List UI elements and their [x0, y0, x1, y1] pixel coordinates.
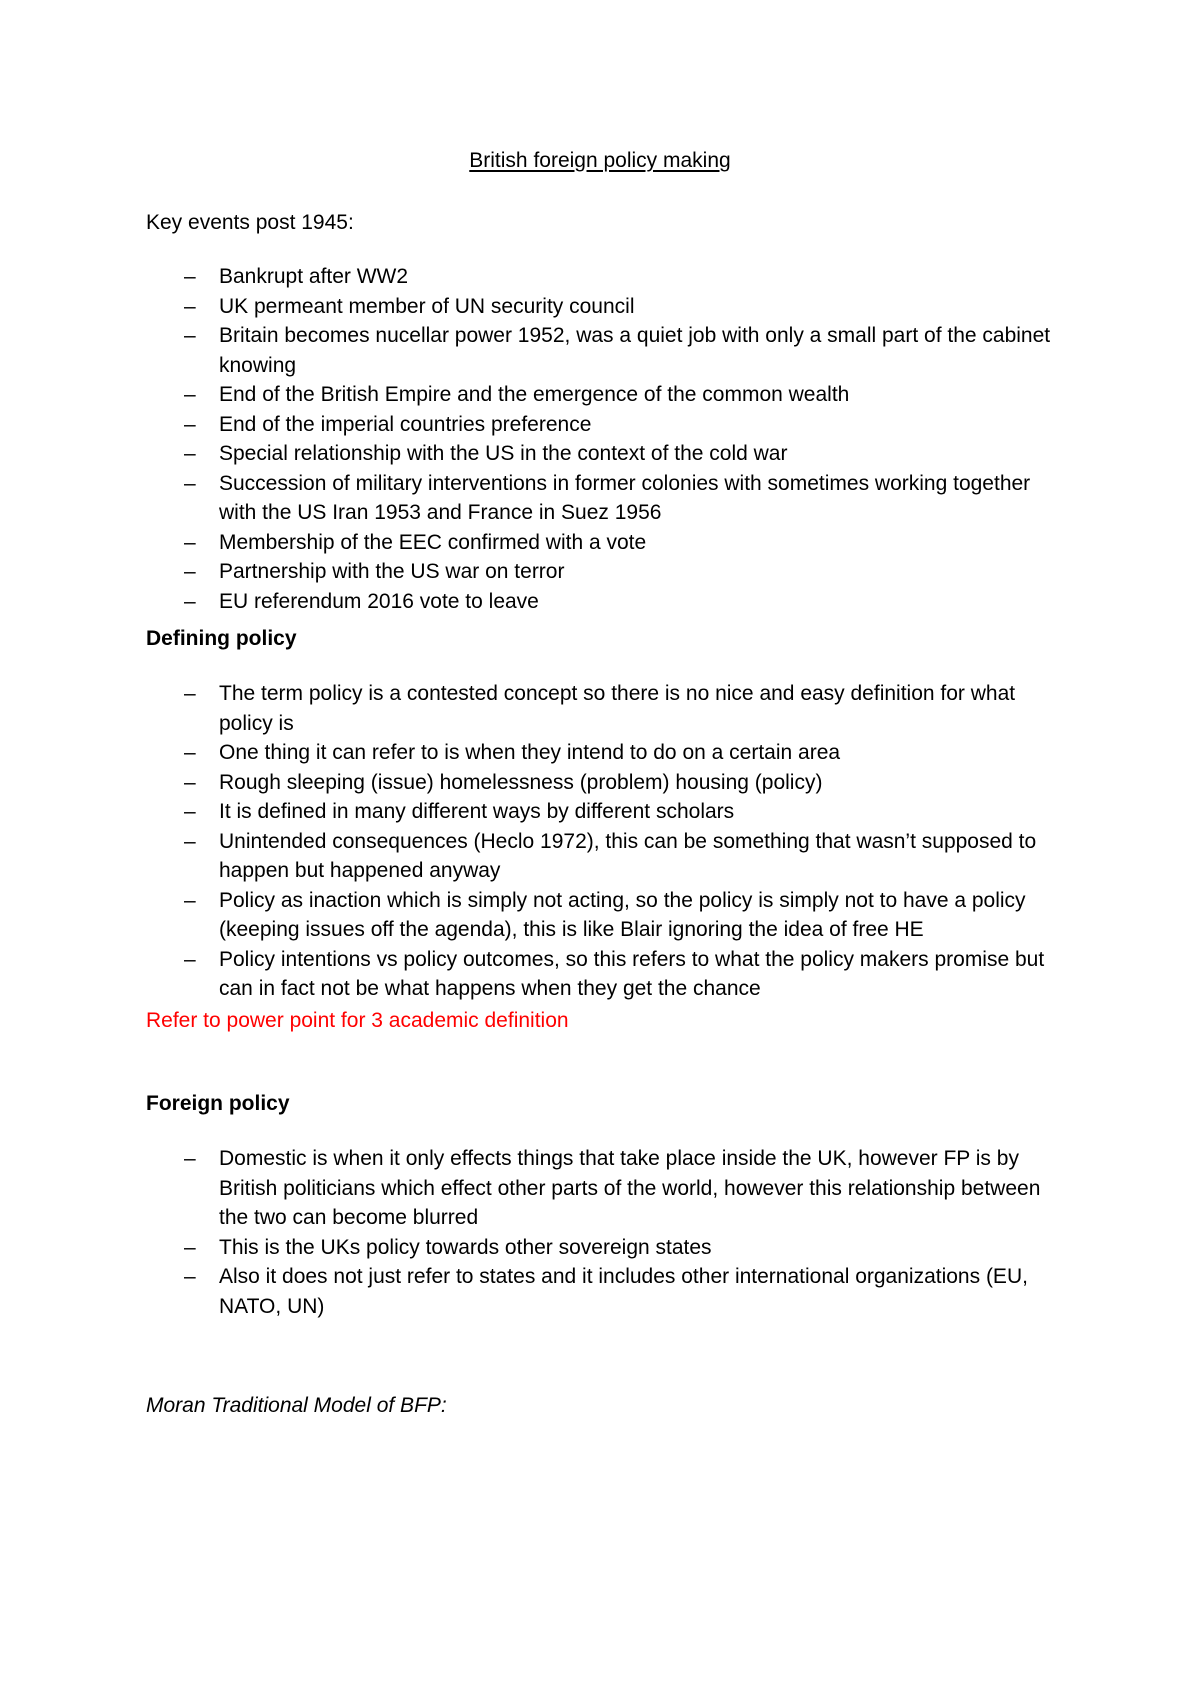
list-item	[0, 321, 1200, 380]
dash-bullet: –	[184, 530, 196, 554]
list-item-text: Rough sleeping (issue) homelessness (problem) housing (policy)	[219, 770, 823, 794]
dash-bullet: –	[184, 383, 196, 406]
list-item-text: Succession of military interventions in former colonies with sometimes working together with the US Iran 1953 and France in Suez 1956	[219, 471, 1031, 524]
dash-bullet: –	[184, 800, 196, 823]
list-item-text: This is the UKs policy towards other sovereign states	[219, 1235, 712, 1259]
list-item-text: Unintended consequences (Heclo 1972), this can be something that wasn’t supposed to happen but happened anyway	[219, 829, 1037, 882]
list-item	[0, 1262, 1200, 1321]
list-item	[0, 380, 1200, 410]
list-item-text: Britain becomes nucellar power 1952, was a quiet job with only a small part of the cabinet knowing	[219, 324, 1051, 377]
list-item	[0, 292, 1200, 322]
dash-bullet: –	[184, 770, 196, 794]
list-item	[0, 797, 1200, 827]
list-item-text: Membership of the EEC confirmed with a vote	[219, 530, 647, 554]
list-item	[0, 410, 1200, 440]
list-item	[0, 886, 1200, 945]
dash-bullet: –	[184, 294, 196, 318]
document-title: British foreign policy making	[469, 149, 731, 172]
dash-bullet: –	[184, 1147, 196, 1170]
list-item	[0, 738, 1200, 768]
moran-model-heading: Moran Traditional Model of BFP:	[146, 1394, 447, 1417]
list-item	[0, 439, 1200, 469]
key-events-list	[0, 262, 1200, 616]
list-item-text: Domestic is when it only effects things that take place inside the UK, however FP is by British politicians which effect other parts of the world, however this relationship between the two can become blurred	[219, 1147, 1041, 1229]
list-item	[0, 768, 1200, 798]
list-item	[0, 262, 1200, 292]
dash-bullet: –	[184, 947, 196, 971]
list-item-text: Policy intentions vs policy outcomes, so this refers to what the policy makers promise but can in fact not be what happens when they get the chance	[219, 947, 1045, 1000]
dash-bullet: –	[184, 741, 196, 764]
list-item-text: It is defined in many different ways by different scholars	[219, 800, 735, 823]
list-item	[0, 557, 1200, 587]
list-item-text: The term policy is a contested concept so there is no nice and easy definition for what policy is	[219, 682, 1016, 735]
list-item	[0, 945, 1200, 1004]
dash-bullet: –	[184, 1265, 196, 1288]
red-note: Refer to power point for 3 academic definition	[146, 1009, 569, 1032]
defining-policy-heading: Defining policy	[146, 627, 297, 650]
list-item-text: Policy as inaction which is simply not acting, so the policy is simply not to have a policy (keeping issues off the agenda), this is like Blair ignoring the idea of free HE	[219, 888, 1026, 941]
list-item-text: End of the imperial countries preference	[219, 412, 592, 436]
list-item-text: Special relationship with the US in the context of the cold war	[219, 442, 788, 465]
list-item	[0, 827, 1200, 886]
dash-bullet: –	[184, 265, 196, 288]
foreign-policy-list	[0, 1144, 1200, 1321]
dash-bullet: –	[184, 442, 196, 465]
dash-bullet: –	[184, 589, 196, 613]
list-item-text: EU referendum 2016 vote to leave	[219, 589, 539, 613]
dash-bullet: –	[184, 412, 196, 436]
list-item-text: Also it does not just refer to states and it includes other international organizations (EU, NATO, UN)	[219, 1265, 1028, 1318]
list-item-text: UK permeant member of UN security council	[219, 294, 635, 318]
list-item-text: One thing it can refer to is when they intend to do on a certain area	[219, 741, 841, 764]
dash-bullet: –	[184, 1235, 196, 1259]
list-item-text: End of the British Empire and the emergence of the common wealth	[219, 383, 850, 406]
dash-bullet: –	[184, 471, 196, 495]
list-item-text: Bankrupt after WW2	[219, 265, 409, 288]
defining-policy-list	[0, 679, 1200, 1004]
dash-bullet: –	[184, 888, 196, 912]
dash-bullet: –	[184, 560, 196, 583]
list-item	[0, 528, 1200, 558]
list-item-text: Partnership with the US war on terror	[219, 560, 565, 583]
dash-bullet: –	[184, 829, 196, 853]
list-item	[0, 679, 1200, 738]
list-item	[0, 1144, 1200, 1233]
list-item	[0, 587, 1200, 617]
key-events-intro: Key events post 1945:	[146, 211, 354, 234]
list-item	[0, 1233, 1200, 1263]
foreign-policy-heading: Foreign policy	[146, 1092, 290, 1115]
dash-bullet: –	[184, 324, 196, 347]
list-item	[0, 469, 1200, 528]
dash-bullet: –	[184, 682, 196, 705]
